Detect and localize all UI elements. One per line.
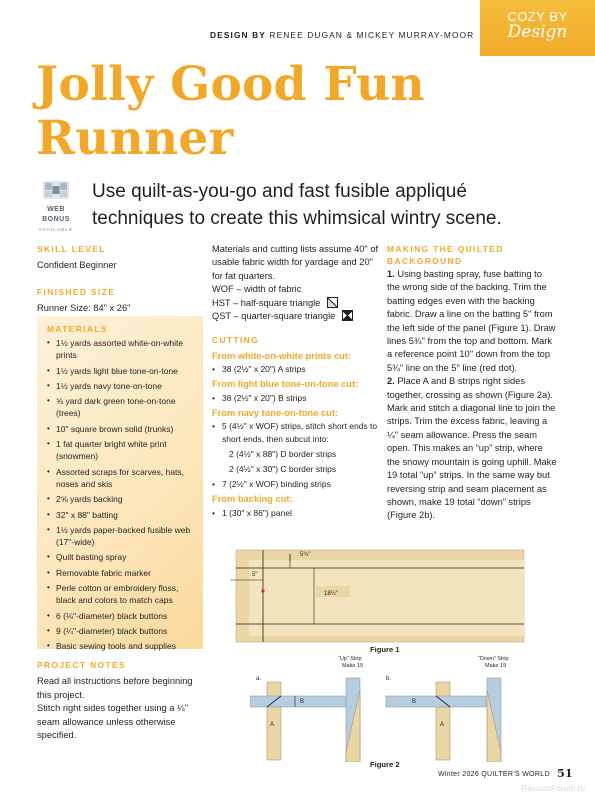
list-item: • 32" x 88" batting [47,509,199,521]
list-item: • 1½ yards light blue tone-on-tone [47,365,199,377]
materials-box [37,316,203,652]
qst-icon [342,310,353,321]
list-item: • Perle cotton or embroidery floss, black and colors to match caps [47,582,199,607]
finished-heading: FINISHED SIZE [37,286,116,297]
column-3 [387,243,557,523]
cut-list-lightblue [212,392,382,404]
finished-value: Runner Size: 84" x 26" [37,303,131,314]
watermark: PassionForum.ru [521,783,585,793]
intro-text: Use quilt-as-you-go and fast fusible appliqué techniques to create this whimsical wintry scene. [92,181,502,229]
list-item: • Removable fabric marker [47,567,199,579]
page-footer [438,767,573,780]
cozy-by-design-tab [480,0,595,56]
list-item: • Assorted scraps for scarves, hats, noses and skis [47,466,199,491]
notes-heading: PROJECT NOTES [37,660,126,670]
fig2-a-label: a. [256,676,262,682]
designer-label: DESIGN BY [210,30,266,40]
designer-names: RENEE DUGAN & MICKEY MURRAY-MOOR [269,30,475,40]
cut-sub-backing: From backing cut: [212,494,293,505]
list-item: • 38 (2½" x 20") A strips [212,363,382,375]
step-1-text: Using basting spray, fuse batting to the wrong side of the backing. Trim the batting edges even with the backing fabric. Draw a line on the batting 5" from the left side of the panel (Figure 1). Draw lines 5¾" from the top and bottom. Mark a reference point 10" down from the top 5¾" line on the 5" line (red dot). [387,269,556,373]
list-item: • Basic sewing tools and supplies [47,640,199,652]
hst-icon [327,297,338,308]
skill-value: Confident Beginner [37,260,117,271]
title-line1: Jolly Good Fun [36,57,425,112]
fig1-dim-mid: 18½" [324,591,338,597]
web-bonus-badge [36,181,76,232]
page-number: 51 [557,767,573,780]
cut-list-navy [212,420,382,444]
subcut-item: 2 (4½" x 30") C border strips [229,464,337,475]
list-item: • 1 fat quarter bright white print (snowmen) [47,438,199,463]
figure-2-diagram [250,672,540,762]
step-2-number: 2. [387,376,395,387]
badge-bonus: BONUS [42,216,70,223]
cutting-heading: CUTTING [212,335,260,346]
down-strip-title: “Down” Strip [478,656,509,662]
cut-list-binding [212,478,382,490]
up-strip-title: “Up” Strip [338,656,362,662]
fig1-dim-top: 5¾" [300,552,311,558]
abbr-qst-text: QST – quarter-square triangle [212,311,336,322]
list-item: • 10" square brown solid (trunks) [47,423,199,435]
reference-dot [261,589,264,592]
project-notes [37,659,202,742]
step-1-number: 1. [387,269,395,279]
figure-2-caption: Figure 2 [370,760,400,769]
footer-issue: Winter 2026 [437,771,480,778]
subcut-item: 2 (4½" x 88") D border strips [229,448,337,459]
materials-heading: MATERIALS [47,324,108,334]
list-item: • 1½ yards navy tone-on-tone [47,380,199,392]
skill-heading: SKILL LEVEL [37,244,106,254]
quilted-bg-heading: MAKING THE QUILTED BACKGROUND [387,244,504,266]
tab-line2: Design [507,22,568,42]
title-line2: Runner [36,111,234,166]
list-item: • 1½ yards paper-backed fusible web (17"-wide) [47,524,199,549]
fig2-strip-a2: A [440,722,445,728]
quilt-block-icon [43,181,69,199]
list-item: • 9 (¼"-diameter) black buttons [47,625,199,637]
fig2-strip-a1: A [270,722,275,728]
badge-available: AVAILABLE [38,227,74,232]
fig2-strip-b2: B [412,699,417,705]
cut-list-white [212,363,382,375]
column-2 [212,243,382,522]
footer-magazine: QUILTER’S WORLD [481,771,550,778]
cut-sub-lightblue: From light blue tone-on-tone cut: [212,379,359,390]
down-strip-make: Make 19 [485,663,507,669]
tab-line1: COZY BY [507,9,568,24]
materials-list [47,337,199,656]
list-item: • 5 (4½" x WOF) strips, stitch short ends to short ends, then subcut into: [212,420,382,444]
cut-sub-white: From white-on-white prints cut: [212,350,351,361]
abbr-qst [212,310,382,323]
fig1-dim-left: 5" [252,572,258,578]
step-2-text: Place A and B strips right sides together, crossing as shown (Figure 2a). Mark and stitch a diagonal line to join the strips. Trim the excess fabric, leaving a ¼" seam allowance. Press the seam open. This makes an “up” strip, where the snowy mountain is going uphill. Make 19 total “up” strips. In the same way but reversing strip and seam placement as shown, make 19 total “down” strips (Figure 2b). [387,376,557,521]
notes-p1: Read all instructions before beginning this project. [37,676,193,700]
page-title [36,58,425,166]
step-1 [387,268,557,375]
abbr-hst-text: HST – half-square triangle [212,297,321,308]
up-strip-make: Make 19 [342,663,364,669]
figure-1-diagram [230,548,530,644]
list-item: • 6 (⅛"-diameter) black buttons [47,610,199,622]
list-item: • Quilt basting spray [47,551,199,563]
badge-web: WEB [47,206,65,213]
abbr-wof: WOF – width of fabric [212,284,302,295]
abbr-hst [212,297,382,310]
list-item: • 1½ yards assorted white-on-white prints [47,337,199,362]
fig2-b-label: b. [386,676,392,682]
step-2 [387,375,557,522]
list-item: • 38 (2½" x 20") B strips [212,392,382,404]
cut-sub-navy: From navy tone-on-tone cut: [212,408,339,419]
list-item: • 7 (2½" x WOF) binding strips [212,478,382,490]
notes-p2: Stitch right sides together using a ¼" seam allowance unless otherwise specified. [37,703,189,741]
list-item: • ⅝ yard dark green tone-on-tone (trees) [47,395,199,420]
list-item: • 2⅝ yards backing [47,493,199,505]
cut-list-backing [212,507,382,519]
figure-1-caption: Figure 1 [370,645,400,654]
column-1 [37,243,202,316]
fig2-strip-b1: B [300,699,305,705]
list-item: • 1 (30" x 86") panel [212,507,382,519]
designer-credit [210,30,474,40]
cutting-intro: Materials and cutting lists assume 40" of usable fabric width for yardage and 20" for fat quarters. [212,244,379,281]
